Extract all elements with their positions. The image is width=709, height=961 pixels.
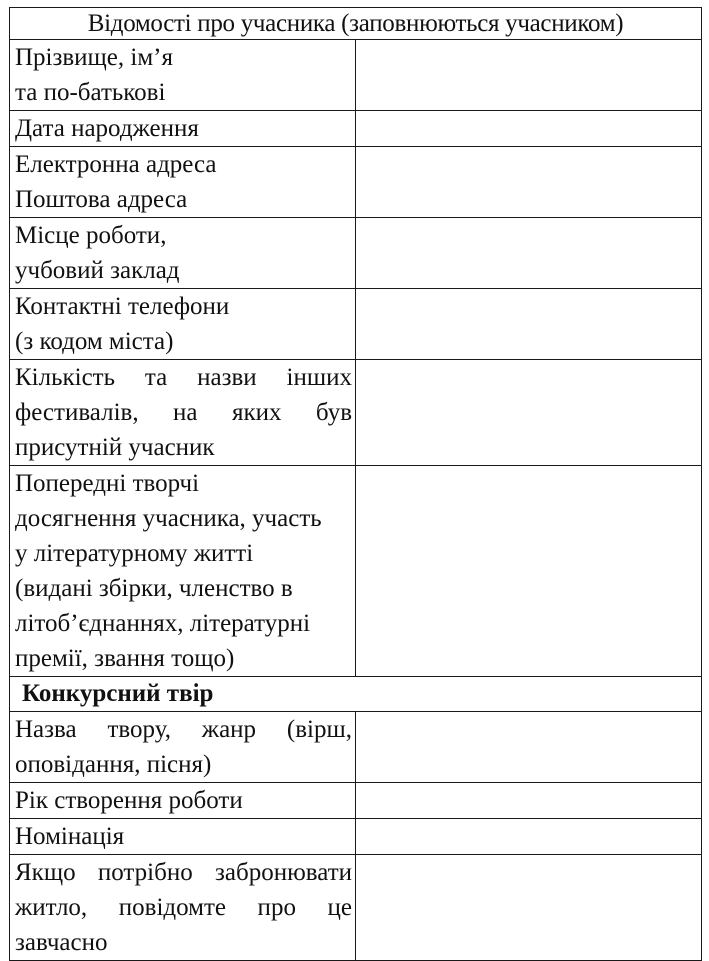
label-line: літоб’єднаннях, літературні — [15, 610, 311, 637]
label-line: та по-батькові — [15, 79, 166, 106]
label-line: завчасно — [15, 929, 108, 956]
table-row-full-name — [10, 40, 702, 111]
label-accommodation — [10, 855, 356, 961]
label-line: Прізвище, ім’я — [15, 44, 173, 71]
label-year — [10, 783, 356, 819]
label-line: фестивалів, на яких був — [15, 399, 352, 426]
label-line: у літературному житті — [15, 540, 254, 567]
value-cell-nomination[interactable] — [356, 819, 702, 855]
label-line: досягнення учасника, участь — [15, 505, 322, 532]
table-row-work-title — [10, 712, 702, 783]
table-row-nomination — [10, 819, 702, 855]
table-row-other-festivals — [10, 360, 702, 466]
section-title: Конкурсний твір — [10, 677, 702, 712]
label-workplace — [10, 218, 356, 289]
label-nomination — [10, 819, 356, 855]
label-achievements — [10, 466, 356, 677]
label-line: Рік створення роботи — [15, 787, 243, 814]
label-line: Дата народження — [15, 115, 199, 142]
label-line: Поштова адреса — [15, 186, 188, 213]
label-line: житло, повідомте про це — [15, 894, 352, 921]
table-row-accommodation — [10, 855, 702, 961]
label-line: Номінація — [15, 823, 125, 850]
form-header: Відомості про учасника (заповнюються учасником) — [10, 8, 702, 40]
label-line: Якщо потрібно забронювати — [15, 859, 352, 886]
value-cell-achievements[interactable] — [356, 466, 702, 677]
value-cell-phones[interactable] — [356, 289, 702, 360]
label-line: Кількість та назви інших — [15, 364, 352, 391]
value-cell-addresses[interactable] — [356, 147, 702, 218]
label-line: Назва твору, жанр (вірш, — [15, 716, 352, 743]
label-line: премії, звання тощо) — [15, 645, 235, 672]
table-row-addresses — [10, 147, 702, 218]
label-line: Попередні творчі — [15, 470, 200, 497]
label-line: Електронна адреса — [15, 151, 217, 178]
label-addresses — [10, 147, 356, 218]
value-cell-accommodation[interactable] — [356, 855, 702, 961]
section-row-competition-work — [10, 677, 702, 712]
value-cell-work-title[interactable] — [356, 712, 702, 783]
label-line: учбовий заклад — [15, 257, 180, 284]
label-line: (з кодом міста) — [15, 328, 174, 355]
form-header-row — [10, 8, 702, 40]
label-phones — [10, 289, 356, 360]
table-row-birth-date — [10, 111, 702, 147]
value-cell-workplace[interactable] — [356, 218, 702, 289]
table-row-phones — [10, 289, 702, 360]
value-cell-birth-date[interactable] — [356, 111, 702, 147]
table-row-year — [10, 783, 702, 819]
label-full-name — [10, 40, 356, 111]
value-cell-full-name[interactable] — [356, 40, 702, 111]
label-line: Контактні телефони — [15, 293, 230, 320]
label-line: оповідання, пісня) — [15, 751, 212, 778]
label-birth-date — [10, 111, 356, 147]
label-other-festivals — [10, 360, 356, 466]
label-line: (видані збірки, членство в — [15, 575, 293, 602]
table-row-workplace — [10, 218, 702, 289]
label-work-title — [10, 712, 356, 783]
label-line: Місце роботи, — [15, 222, 167, 249]
value-cell-other-festivals[interactable] — [356, 360, 702, 466]
label-line: присутній учасник — [15, 434, 215, 461]
value-cell-year[interactable] — [356, 783, 702, 819]
participant-info-form — [9, 7, 702, 961]
table-row-achievements — [10, 466, 702, 677]
